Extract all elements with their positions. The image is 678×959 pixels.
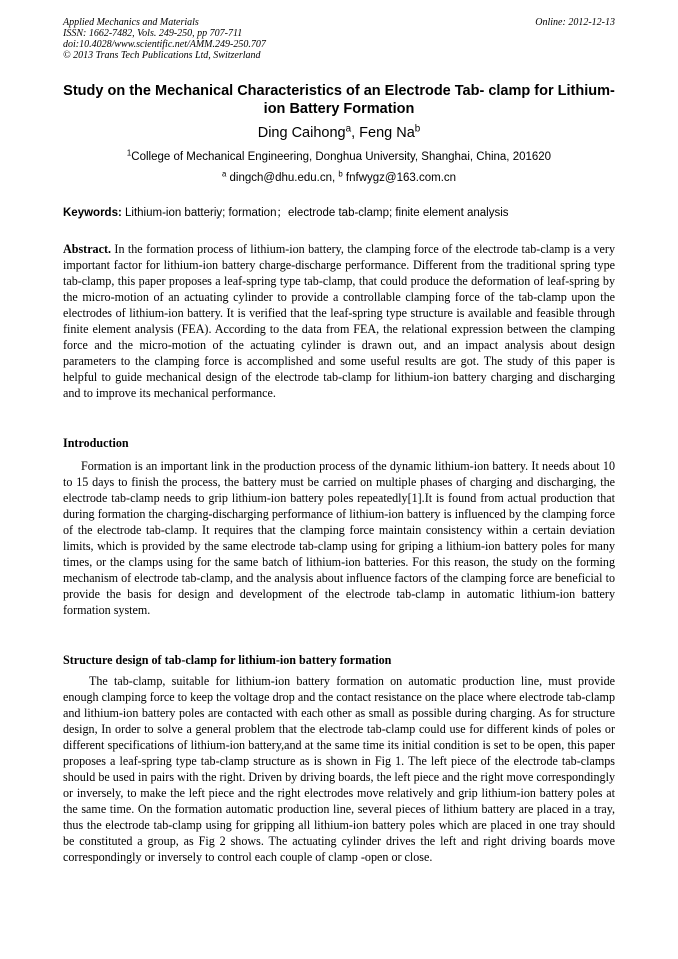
section-heading-structure: Structure design of tab-clamp for lithium-ion battery formation [63,653,392,667]
affiliation-text: College of Mechanical Engineering, Donghua University, Shanghai, China, 201620 [131,151,552,163]
online-date: Online: 2012-12-13 [535,17,615,28]
email-superscript: b [338,169,343,179]
keywords-text: Lithium-ion batteriy; formation；electrode tab-clamp; finite element analysis [121,207,509,219]
abstract-text: In the formation process of lithium-ion battery, the clamping force of the electrode tab-clamp is a very important factor for lithium-ion battery charge-discharge performance. Different from the traditional spring type tab-clamp, this paper proposes a leaf-spring type tab-clamp, that could produce the deformation of leaf-spring by the micro-motion of an actuating cylinder to provide a controllable clamping force of the tab-clamp upon the electrodes of lithium-ion battery. It is verified that the leaf-spring type structure is available and feasible through finite element analysis (FEA). According to the data from FEA, the relational expression between the clamping force and the micro-motion of the actuating cylinder is drawn out, and an impact analysis about design parameters to the clamping force is accomplished and some useful results are got. The study of this paper is helpful to guide mechanical design of the electrode tab-clamp for lithium-ion battery charging and discharging and to improve its mechanical performance. [63,242,615,400]
affiliation [63,150,615,165]
author-superscript: b [414,123,421,135]
introduction-paragraph: Formation is an important link in the production process of the dynamic lithium-ion battery. It needs about 10 to 15 days to finish the process, the battery must be carried on multiple phases of charging and discharging, the electrode tab-clamp needs to grip lithium-ion battery poles repeatedly[1].It is found from actual production that during formation the charging-discharging performance of lithium-ion battery is influenced by the clamping force of the electrode tab-clamp. It requires that the clamping force maintain consistency within a certain deviation limits, which is provided by the same electrode tab-clamp using for griping a lithium-ion battery poles for many times, or the clamps using for the same batch of lithium-ion batteries. For this reason, the study on the forming mechanism of electrode tab-clamp, and the analysis about influence factors of the clamping force are beneficial to provide the basis for design and development of the electrode tab-clamp in automatic lithium-ion battery formation system. [63,459,615,617]
author-line [63,124,615,142]
author-separator: , [351,125,360,141]
journal-name: Applied Mechanics and Materials [63,17,199,28]
affiliation-superscript: 1 [126,148,132,158]
author-superscript: a [345,123,352,135]
email-address: dingch@dhu.edu.cn, [226,172,339,184]
keywords-label: Keywords: [63,207,122,219]
email-superscript: a [221,169,227,179]
section-heading-introduction: Introduction [63,436,129,450]
keywords [63,206,615,221]
email-address: fnfwygz@163.com.cn [342,172,457,184]
structure-paragraph: The tab-clamp, suitable for lithium-ion battery formation on automatic production line, must provide enough clamping force to keep the voltage drop and the contact resistance on the place where electrode tab-clamp and lithium-ion battery poles are contacted with each other as small as possible during charging. As for structure design, In order to solve a general problem that the electrode tab-clamp could use for different kinds of poles or different specifications of lithium-ion battery,and at the same time its initial condition is set to be open, this paper proposes a leaf-spring type tab-clamp structure as is shown in Fig 1. The left piece of the electrode tab-clamps should be used in pairs with the right. Driven by driving boards, the left piece and the right move correspondingly or inversely, to make the left piece and the right electrodes move relatively and grip lithium-ion battery poles at the same time. On the formation automatic production line, several pieces of lithium battery are placed in a tray, thus the electrode tab-clamp using for gripping all lithium-ion battery poles which are placed in one tray should be constituted a group, as Fig 2 shows. The actuating cylinder drives the left and right driving boards move correspondingly or inversely to control each couple of clamp -open or close. [63,674,615,864]
abstract [63,241,615,401]
journal-issn: ISSN: 1662-7482, Vols. 249-250, pp 707-711 [63,28,243,39]
abstract-label: Abstract. [63,242,112,256]
author-name: Ding Caihong [257,125,346,141]
journal-copyright: © 2013 Trans Tech Publications Ltd, Switzerland [63,50,261,61]
paper-title: Study on the Mechanical Characteristics of an Electrode Tab- clamp for Lithium-ion Battery Formation [63,83,615,117]
author-name: Feng Na [359,125,415,141]
journal-doi: doi:10.4028/www.scientific.net/AMM.249-250.707 [63,39,266,50]
journal-header [63,17,266,61]
email-line [63,171,615,186]
